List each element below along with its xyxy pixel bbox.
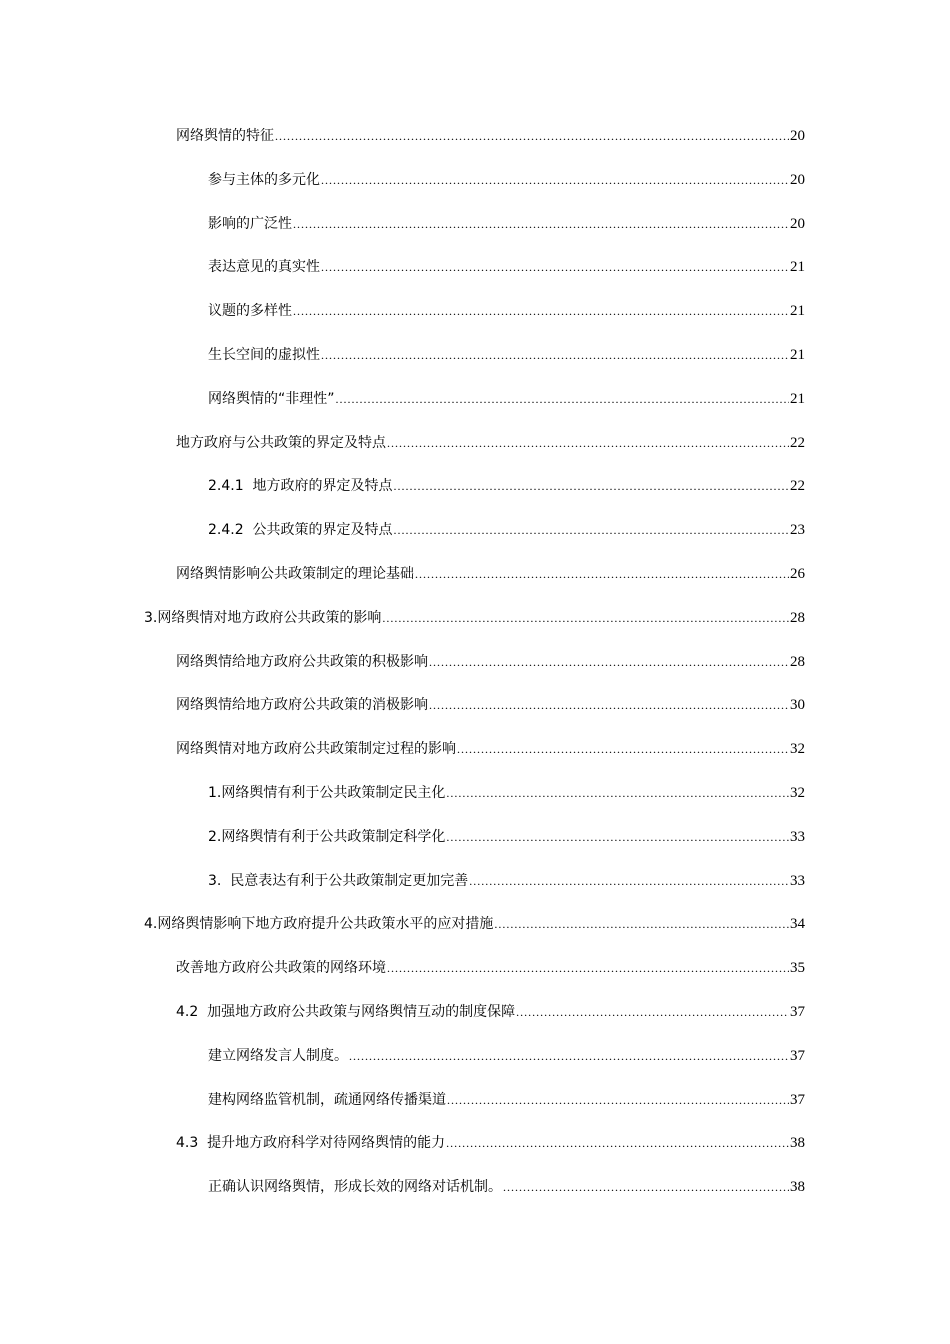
toc-dot-leader xyxy=(293,301,789,321)
toc-entry-title: 网络舆情的特征 xyxy=(176,128,274,144)
toc-entry-page-number: 32 xyxy=(790,784,805,801)
toc-entry-page-number: 21 xyxy=(790,303,805,320)
toc-dot-leader xyxy=(415,564,789,584)
toc-dot-leader xyxy=(321,170,789,190)
toc-entry-page-number: 38 xyxy=(790,1135,805,1152)
toc-entry-page-number: 21 xyxy=(790,390,805,407)
toc-entry-title: 建构网络监管机制，疏通网络传播渠道 xyxy=(208,1091,446,1108)
toc-entry[interactable] xyxy=(0,1133,950,1177)
toc-entry-page-number: 37 xyxy=(790,1091,805,1108)
toc-dot-leader xyxy=(293,214,789,234)
toc-entry[interactable] xyxy=(0,433,950,477)
toc-entry-line xyxy=(144,914,805,934)
toc-entry-page-number: 28 xyxy=(790,653,805,670)
toc-entry[interactable] xyxy=(0,652,950,696)
toc-dot-leader xyxy=(336,389,789,409)
toc-entry-line xyxy=(176,739,805,759)
toc-entry-page-number: 37 xyxy=(790,1003,805,1020)
toc-entry[interactable] xyxy=(0,1177,950,1221)
toc-entry-title: 网络舆情影响公共政策制定的理论基础 xyxy=(176,565,414,582)
toc-entry-page-number: 20 xyxy=(790,215,805,232)
toc-entry-title: 1.网络舆情有利于公共政策制定民主化 xyxy=(208,784,446,801)
toc-entry[interactable] xyxy=(0,1090,950,1134)
toc-entry-title: 建立网络发言人制度。 xyxy=(208,1047,348,1064)
toc-entry[interactable] xyxy=(0,126,950,170)
toc-entry-line xyxy=(208,871,805,891)
toc-entry-page-number: 22 xyxy=(790,434,805,451)
toc-entry-line xyxy=(208,214,805,234)
toc-entry-line xyxy=(208,1177,805,1197)
toc-entry[interactable] xyxy=(0,827,950,871)
toc-dot-leader xyxy=(503,1177,789,1197)
toc-entry-title: 网络舆情的“非理性” xyxy=(208,390,335,407)
toc-entry-line xyxy=(144,608,805,628)
toc-entry-title: 2.网络舆情有利于公共政策制定科学化 xyxy=(208,828,446,845)
toc-entry-line xyxy=(208,1046,805,1066)
toc-entry-page-number: 20 xyxy=(790,171,805,188)
toc-entry-title: 影响的广泛性 xyxy=(208,215,292,232)
toc-entry[interactable] xyxy=(0,608,950,652)
toc-dot-leader xyxy=(516,1002,789,1022)
toc-dot-leader xyxy=(321,257,789,277)
toc-entry-line xyxy=(208,520,805,540)
toc-entry[interactable] xyxy=(0,170,950,214)
toc-entry-page-number: 35 xyxy=(790,960,805,977)
toc-entry-line xyxy=(176,564,805,584)
toc-dot-leader xyxy=(446,783,789,803)
toc-entry-page-number: 37 xyxy=(790,1047,805,1064)
toc-dot-leader xyxy=(494,914,789,934)
toc-entry-line xyxy=(176,1002,805,1022)
table-of-contents xyxy=(0,126,950,1221)
toc-entry[interactable] xyxy=(0,389,950,433)
toc-dot-leader xyxy=(394,520,789,540)
toc-entry[interactable] xyxy=(0,1002,950,1046)
toc-entry-line xyxy=(208,783,805,803)
toc-entry-line xyxy=(176,695,805,715)
toc-entry-line xyxy=(208,345,805,365)
toc-entry-title: 4.3 提升地方政府科学对待网络舆情的能力 xyxy=(176,1135,446,1152)
toc-entry-page-number: 21 xyxy=(790,346,805,363)
toc-dot-leader xyxy=(446,1133,789,1153)
toc-entry-line xyxy=(208,1090,805,1110)
toc-entry-title: 3.网络舆情对地方政府公共政策的影响 xyxy=(144,609,382,626)
toc-dot-leader xyxy=(382,608,789,628)
toc-entry[interactable] xyxy=(0,958,950,1002)
toc-entry-title: 议题的多样性 xyxy=(208,303,292,320)
toc-entry[interactable] xyxy=(0,257,950,301)
toc-entry-page-number: 33 xyxy=(790,828,805,845)
toc-dot-leader xyxy=(349,1046,789,1066)
toc-entry-line xyxy=(176,1133,805,1153)
toc-entry-page-number: 21 xyxy=(790,259,805,276)
toc-entry-title: 参与主体的多元化 xyxy=(208,171,320,188)
toc-entry-title: 4.网络舆情影响下地方政府提升公共政策水平的应对措施 xyxy=(144,916,494,933)
toc-entry-page-number: 32 xyxy=(790,741,805,758)
toc-entry[interactable] xyxy=(0,301,950,345)
toc-entry-title: 地方政府与公共政策的界定及特点 xyxy=(176,434,386,451)
toc-entry-page-number: 30 xyxy=(790,697,805,714)
toc-entry-title: 2.4.1 地方政府的界定及特点 xyxy=(208,478,393,495)
toc-entry-title: 网络舆情给地方政府公共政策的积极影响 xyxy=(176,653,428,670)
toc-entry-line xyxy=(208,389,805,409)
toc-entry-page-number: 38 xyxy=(790,1179,805,1196)
toc-entry-page-number: 33 xyxy=(790,872,805,889)
toc-entry-page-number: 23 xyxy=(790,522,805,539)
toc-entry-line xyxy=(176,958,805,978)
toc-dot-leader xyxy=(387,433,789,453)
toc-dot-leader xyxy=(387,958,789,978)
toc-entry-title: 3. 民意表达有利于公共政策制定更加完善 xyxy=(208,872,469,889)
toc-entry[interactable] xyxy=(0,214,950,258)
toc-entry[interactable] xyxy=(0,564,950,608)
toc-entry-page-number: 22 xyxy=(790,478,805,495)
toc-dot-leader xyxy=(469,871,789,891)
toc-entry-title: 生长空间的虚拟性 xyxy=(208,346,320,363)
toc-entry-line xyxy=(208,827,805,847)
toc-entry[interactable] xyxy=(0,520,950,564)
toc-entry-line xyxy=(208,476,805,496)
toc-entry[interactable] xyxy=(0,1046,950,1090)
toc-entry-title: 4.2 加强地方政府公共政策与网络舆情互动的制度保障 xyxy=(176,1003,516,1020)
toc-dot-leader xyxy=(457,739,789,759)
toc-entry[interactable] xyxy=(0,476,950,520)
toc-entry-title: 正确认识网络舆情，形成长效的网络对话机制。 xyxy=(208,1179,502,1196)
toc-entry[interactable] xyxy=(0,783,950,827)
toc-dot-leader xyxy=(446,827,789,847)
toc-dot-leader xyxy=(429,695,789,715)
toc-entry-title: 网络舆情对地方政府公共政策制定过程的影响 xyxy=(176,741,456,758)
toc-entry[interactable] xyxy=(0,914,950,958)
toc-entry-line xyxy=(208,170,805,190)
toc-entry[interactable] xyxy=(0,739,950,783)
toc-entry-page-number: 26 xyxy=(790,565,805,582)
toc-entry-title: 改善地方政府公共政策的网络环境 xyxy=(176,960,386,977)
toc-entry-page-number: 20 xyxy=(790,128,805,144)
toc-entry-title: 2.4.2 公共政策的界定及特点 xyxy=(208,522,393,539)
toc-dot-leader xyxy=(429,652,789,672)
toc-dot-leader xyxy=(447,1090,789,1110)
toc-entry[interactable] xyxy=(0,345,950,389)
toc-entry-line xyxy=(208,257,805,277)
toc-entry-line xyxy=(208,301,805,321)
toc-dot-leader xyxy=(321,345,789,365)
toc-entry-title: 表达意见的真实性 xyxy=(208,259,320,276)
toc-entry-line xyxy=(176,652,805,672)
toc-entry-title: 网络舆情给地方政府公共政策的消极影响 xyxy=(176,697,428,714)
toc-entry-page-number: 34 xyxy=(790,916,805,933)
toc-dot-leader xyxy=(275,126,789,146)
toc-entry-line xyxy=(176,126,805,146)
toc-entry-line xyxy=(176,433,805,453)
toc-entry[interactable] xyxy=(0,695,950,739)
toc-dot-leader xyxy=(394,476,789,496)
toc-entry-page-number: 28 xyxy=(790,609,805,626)
toc-entry[interactable] xyxy=(0,871,950,915)
